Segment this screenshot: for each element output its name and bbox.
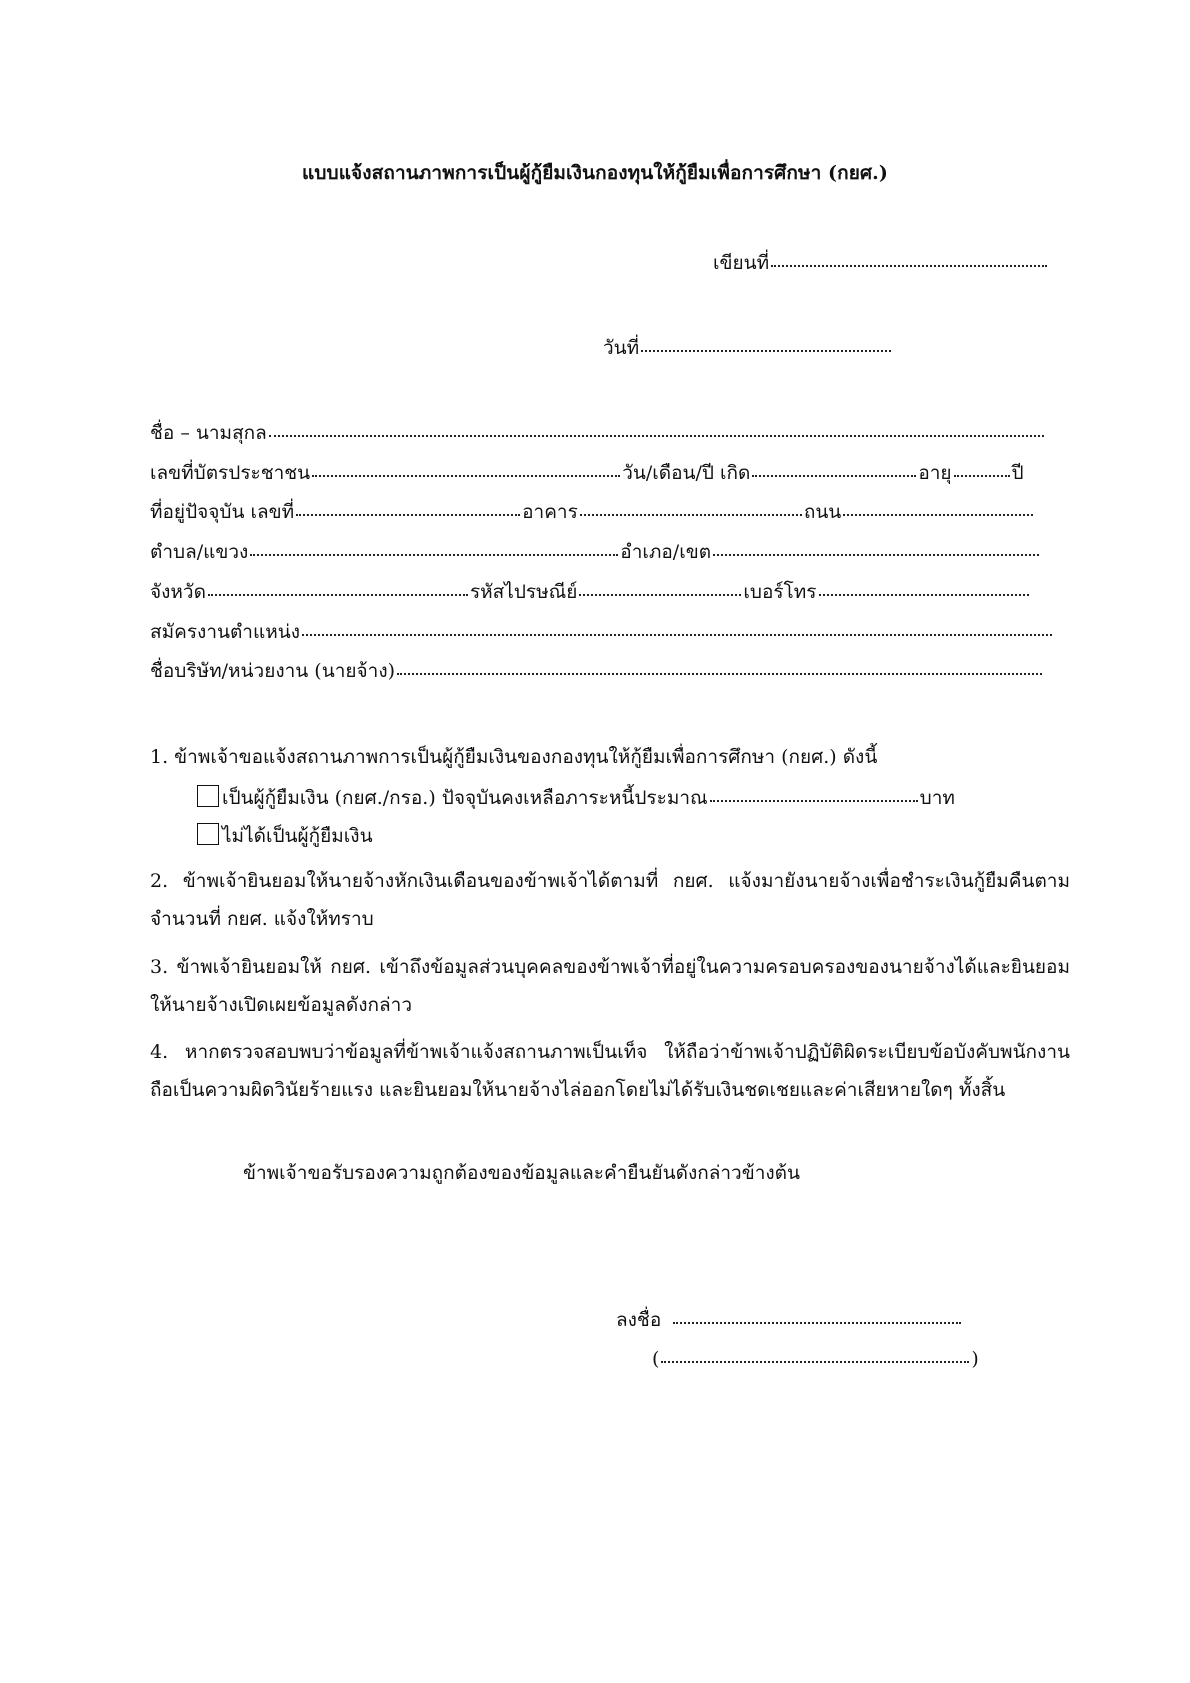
option-not-borrower: [197, 820, 373, 851]
certification-text: ข้าพเจ้าขอรับรองความถูกต้องของข้อมูลและคำยืนยันดังกล่าวข้างต้น: [243, 1162, 800, 1184]
birth-date-label: วัน/เดือน/ปี เกิด: [622, 462, 751, 484]
subdistrict-field[interactable]: [250, 550, 618, 556]
id-card-field[interactable]: [312, 471, 620, 477]
date-field[interactable]: [641, 346, 891, 352]
sign-label: ลงชื่อ: [616, 1309, 662, 1331]
province-label: จังหวัด: [150, 581, 206, 603]
full-name-field[interactable]: [269, 431, 1044, 437]
building-label: อาคาร: [522, 501, 578, 523]
position-field[interactable]: [302, 630, 1052, 636]
position-label: สมัครงานตำแหน่ง: [150, 621, 301, 643]
district-label: อำเภอ/เขต: [620, 541, 712, 563]
address-label: ที่อยู่ปัจจุบัน เลขที่: [150, 501, 295, 523]
statement-1: [150, 742, 877, 772]
statement-3: 3. ข้าพเจ้ายินยอมให้ กยศ. เข้าถึงข้อมูลส่วนบุคคลของข้าพเจ้าที่อยู่ในความครอบครองของนายจ้างได้และยินยอมให้นายจ้างเปิดเผยข้อมูลดังกล่าว: [150, 956, 1070, 1016]
postcode-label: รหัสไปรษณีย์: [469, 581, 578, 603]
form-title: แบบแจ้งสถานภาพการเป็นผู้กู้ยืมเงินกองทุนให้กู้ยืมเพื่อการศึกษา (กยศ.): [302, 162, 888, 184]
company-label: ชื่อบริษัท/หน่วยงาน (นายจ้าง): [150, 660, 396, 682]
phone-label: เบอร์โทร: [743, 581, 817, 603]
option-borrower: [197, 782, 955, 813]
signature-row: [616, 1305, 963, 1335]
address-row: [150, 497, 1035, 527]
province-row: [150, 577, 1031, 607]
address-number-field[interactable]: [296, 510, 520, 516]
full-name-label: ชื่อ – นามสุกล: [150, 422, 267, 444]
written-at-label: เขียนที่: [713, 252, 770, 274]
borrower-checkbox[interactable]: [197, 785, 219, 807]
debt-amount-field[interactable]: [710, 796, 918, 802]
not-borrower-checkbox[interactable]: [197, 823, 219, 845]
option-borrower-label: เป็นผู้กู้ยืมเงิน (กยศ./กรอ.) ปัจจุบันคงเหลือภาระหนี้ประมาณ: [222, 787, 708, 809]
certification-row: [243, 1158, 800, 1188]
date-label: วันที่: [603, 337, 640, 359]
open-paren: (: [652, 1348, 660, 1370]
company-row: [150, 656, 1044, 686]
district-field[interactable]: [713, 550, 1039, 556]
option-not-borrower-label: ไม่ได้เป็นผู้กู้ยืมเงิน: [222, 825, 373, 847]
postcode-field[interactable]: [579, 590, 741, 596]
road-field[interactable]: [843, 510, 1033, 516]
close-paren: ): [971, 1348, 979, 1370]
position-row: [150, 617, 1054, 647]
statement-4: 4. หากตรวจสอบพบว่าข้อมูลที่ข้าพเจ้าแจ้งสถานภาพเป็นเท็จ ให้ถือว่าข้าพเจ้าปฏิบัติผิดระเบียบข้อบังคับพนักงานถือเป็นความผิดวินัยร้ายแรง และยินยอมให้นายจ้างไล่ออกโดยไม่ได้รับเงินชดเชยและค่าเสียหายใดๆ ทั้งสิ้น: [150, 1041, 1070, 1101]
phone-field[interactable]: [819, 590, 1029, 596]
age-field[interactable]: [954, 471, 1010, 477]
province-field[interactable]: [208, 590, 468, 596]
id-card-label: เลขที่บัตรประชาชน: [150, 462, 311, 484]
option-borrower-unit: บาท: [919, 787, 955, 809]
statement-1-text: 1. ข้าพเจ้าขอแจ้งสถานภาพการเป็นผู้กู้ยืมเงินของกองทุนให้กู้ยืมเพื่อการศึกษา (กยศ.) ดังนี้: [150, 746, 878, 768]
building-field[interactable]: [580, 510, 802, 516]
age-label: อายุ: [918, 462, 952, 484]
birth-date-field[interactable]: [752, 471, 916, 477]
printed-name-row: [652, 1348, 979, 1370]
signature-field[interactable]: [673, 1318, 961, 1324]
subdistrict-label: ตำบล/แขวง: [150, 541, 249, 563]
age-unit: ปี: [1011, 462, 1024, 484]
written-at-row: [713, 248, 1049, 278]
road-label: ถนน: [803, 501, 842, 523]
id-card-row: [150, 458, 1024, 488]
subdistrict-row: [150, 537, 1041, 567]
printed-name-field[interactable]: [661, 1357, 969, 1363]
statement-2: 2. ข้าพเจ้ายินยอมให้นายจ้างหักเงินเดือนของข้าพเจ้าได้ตามที่ กยศ. แจ้งมายังนายจ้างเพื่อชำระเงินกู้ยืมคืนตามจำนวนที่ กยศ. แจ้งให้ทราบ: [150, 870, 1070, 930]
company-field[interactable]: [397, 669, 1042, 675]
full-name-row: [150, 418, 1046, 448]
written-at-field[interactable]: [771, 261, 1047, 267]
date-row: [603, 333, 893, 363]
